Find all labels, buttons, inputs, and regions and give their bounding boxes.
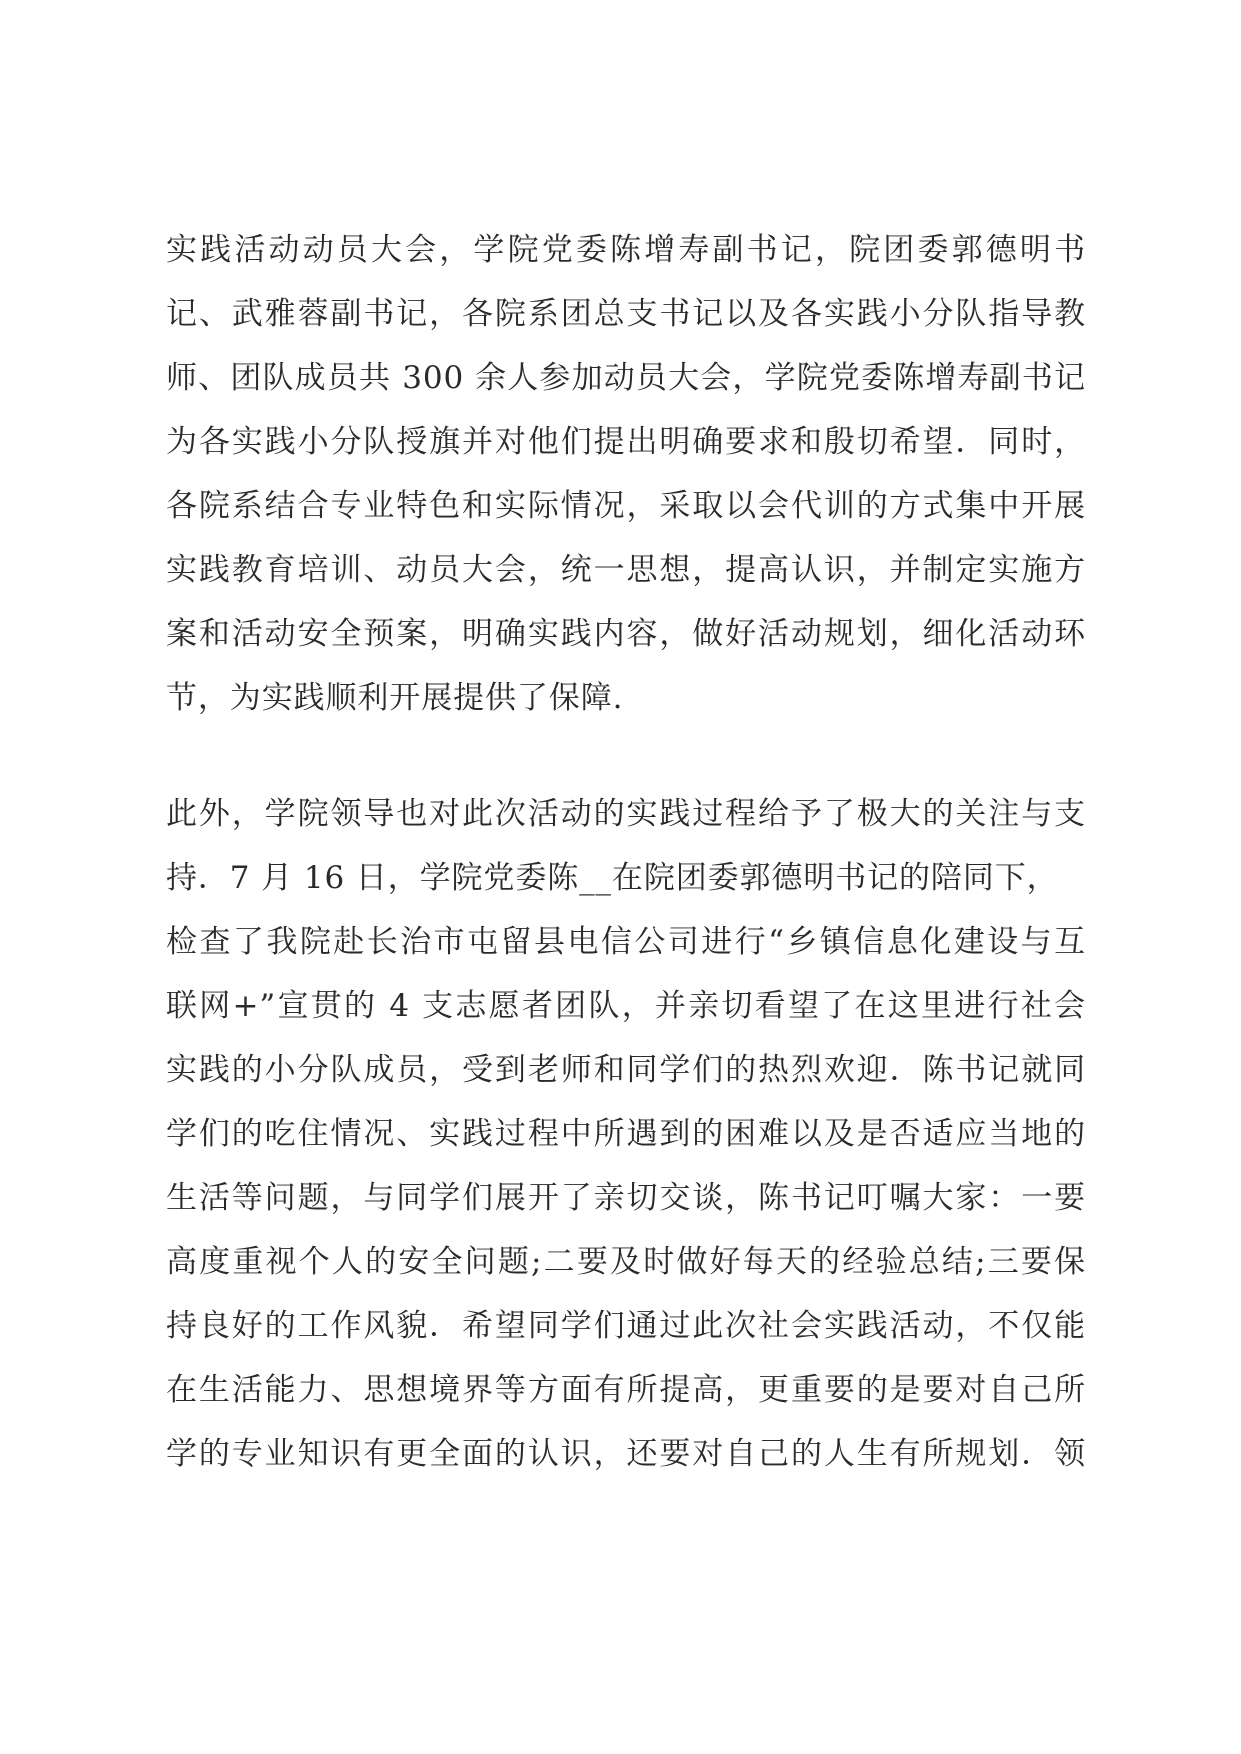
paragraph-line: 生活等问题，与同学们展开了亲切交谈，陈书记叮嘱大家：一要 xyxy=(166,1180,1086,1216)
paragraph-2 xyxy=(166,782,1086,1486)
paragraph-1 xyxy=(166,218,1086,730)
paragraph-line: 学们的吃住情况、实践过程中所遇到的困难以及是否适应当地的 xyxy=(166,1116,1086,1152)
paragraph-line: 师、团队成员共 300 余人参加动员大会，学院党委陈增寿副书记 xyxy=(166,360,1086,396)
paragraph-line: 持．7 月 16 日，学院党委陈__在院团委郭德明书记的陪同下， xyxy=(166,860,1059,896)
paragraph-line: 联网+”宣贯的 4 支志愿者团队，并亲切看望了在这里进行社会 xyxy=(166,988,1086,1024)
paragraph-line: 各院系结合专业特色和实际情况，采取以会代训的方式集中开展 xyxy=(166,488,1086,524)
paragraph-line: 在生活能力、思想境界等方面有所提高，更重要的是要对自己所 xyxy=(166,1372,1086,1408)
paragraph-line: 持良好的工作风貌．希望同学们通过此次社会实践活动，不仅能 xyxy=(166,1308,1086,1344)
paragraph-line: 为各实践小分队授旗并对他们提出明确要求和殷切希望．同时， xyxy=(166,424,1086,460)
paragraph-line: 此外，学院领导也对此次活动的实践过程给予了极大的关注与支 xyxy=(166,796,1086,832)
paragraph-line: 案和活动安全预案，明确实践内容，做好活动规划，细化活动环 xyxy=(166,616,1086,652)
paragraph-line: 节，为实践顺利开展提供了保障. xyxy=(166,680,624,716)
paragraph-line: 检查了我院赴长治市屯留县电信公司进行“乡镇信息化建设与互 xyxy=(166,924,1086,960)
paragraph-line: 学的专业知识有更全面的认识，还要对自己的人生有所规划．领 xyxy=(166,1436,1086,1472)
paragraph-line: 高度重视个人的安全问题;二要及时做好每天的经验总结;三要保 xyxy=(166,1244,1086,1280)
paragraph-line: 实践的小分队成员，受到老师和同学们的热烈欢迎．陈书记就同 xyxy=(166,1052,1086,1088)
paragraph-line: 记、武雅蓉副书记，各院系团总支书记以及各实践小分队指导教 xyxy=(166,296,1086,332)
paragraph-line: 实践教育培训、动员大会，统一思想，提高认识，并制定实施方 xyxy=(166,552,1086,588)
paragraph-line: 实践活动动员大会，学院党委陈增寿副书记，院团委郭德明书 xyxy=(166,232,1086,268)
